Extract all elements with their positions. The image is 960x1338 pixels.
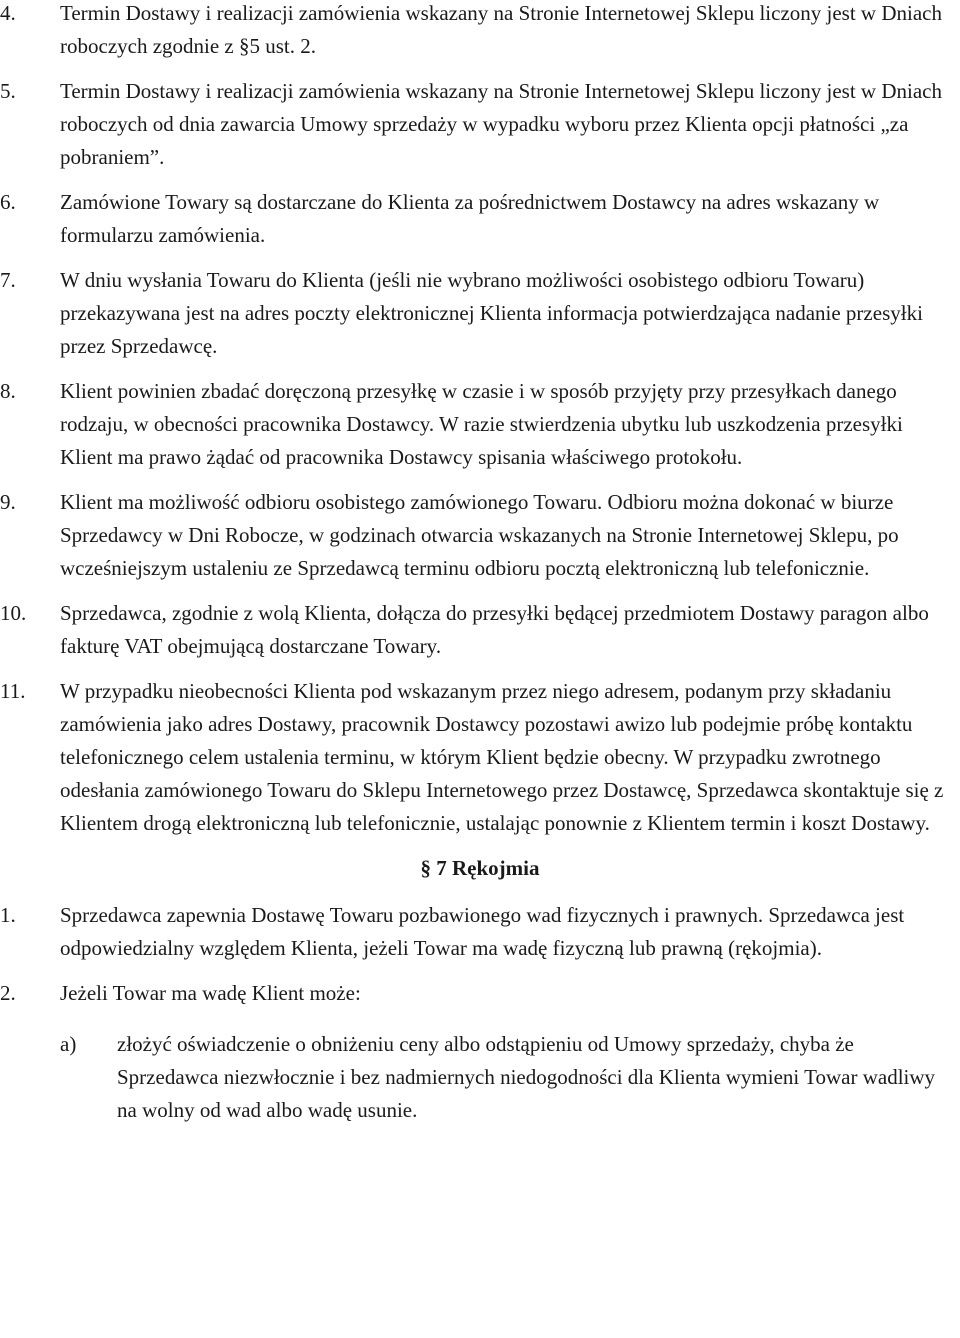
list-item (0, 75, 960, 174)
sub-list-item (0, 1028, 960, 1127)
item-text: Sprzedawca, zgodnie z wolą Klienta, dołącza do przesyłki będącej przedmiotem Dostawy paragon albo fakturę VAT obejmującą dostarczane Towary. (60, 601, 929, 658)
item-number: 6. (0, 190, 16, 214)
item-text: Termin Dostawy i realizacji zamówienia wskazany na Stronie Internetowej Sklepu liczony jest w Dniach roboczych zgodnie z §5 ust. 2. (60, 1, 942, 58)
item-text: Klient ma możliwość odbioru osobistego zamówionego Towaru. Odbioru można dokonać w biurze Sprzedawcy w Dni Robocze, w godzinach otwarcia wskazanych na Stronie Internetowej Sklepu, po wcześniejszym ustaleniu ze Sprzedawcą terminu odbioru pocztą elektroniczną lub telefonicznie. (60, 490, 899, 580)
item-number: 8. (0, 379, 16, 403)
item-text: Zamówione Towary są dostarczane do Klienta za pośrednictwem Dostawcy na adres wskazany w formularzu zamówienia. (60, 190, 880, 247)
sub-item-text: złożyć oświadczenie o obniżeniu ceny albo odstąpieniu od Umowy sprzedaży, chyba że Sprzedawca niezwłocznie i bez nadmiernych niedogodności dla Klienta wymieni Towar wadliwy na wolny od wad albo wadę usunie. (117, 1032, 936, 1122)
item-number: 11. (0, 679, 26, 703)
item-number: 10. (0, 601, 27, 625)
sub-item-letter: a) (60, 1032, 77, 1056)
item-number: 2. (0, 981, 16, 1005)
item-number: 1. (0, 903, 16, 927)
list-item (0, 375, 960, 474)
section-heading: § 7 Rękojmia (420, 856, 540, 880)
item-number: 9. (0, 490, 16, 514)
item-text: W przypadku nieobecności Klienta pod wskazanym przez niego adresem, podanym przy składaniu zamówienia jako adres Dostawy, pracownik Dostawcy pozostawi awizo lub podejmie próbę kontaktu telefonicznego celem ustalenia terminu, w którym Klient będzie obecny. W przypadku zwrotnego odesłania zamówionego Towaru do Sklepu Internetowego przez Dostawcę, Sprzedawca skontaktuje się z Klientem drogą elektroniczną lub telefonicznie, ustalając ponownie z Klientem termin i koszt Dostawy. (60, 679, 944, 835)
list-item (0, 486, 960, 585)
list-item (0, 0, 960, 63)
item-text: Sprzedawca zapewnia Dostawę Towaru pozbawionego wad fizycznych i prawnych. Sprzedawca jest odpowiedzialny względem Klienta, jeżeli Towar ma wadę fizyczną lub prawną (rękojmia). (60, 903, 905, 960)
item-number: 5. (0, 79, 16, 103)
list-item (0, 597, 960, 663)
list-item (0, 675, 960, 840)
item-text: Klient powinien zbadać doręczoną przesyłkę w czasie i w sposób przyjęty przy przesyłkach danego rodzaju, w obecności pracownika Dostawcy. W razie stwierdzenia ubytku lub uszkodzenia przesyłki Klient ma prawo żądać od pracownika Dostawcy spisania właściwego protokołu. (60, 379, 903, 469)
item-text: W dniu wysłania Towaru do Klienta (jeśli nie wybrano możliwości osobistego odbioru Towaru) przekazywana jest na adres poczty elektronicznej Klienta informacja potwierdzająca nadanie przesyłki przez Sprzedawcę. (60, 268, 923, 358)
list-item (0, 977, 960, 1010)
list-item (0, 186, 960, 252)
item-number: 7. (0, 268, 16, 292)
item-number: 4. (0, 1, 16, 25)
list-item (0, 264, 960, 363)
item-text: Termin Dostawy i realizacji zamówienia wskazany na Stronie Internetowej Sklepu liczony jest w Dniach roboczych od dnia zawarcia Umowy sprzedaży w wypadku wyboru przez Klienta opcji płatności „za pobraniem”. (60, 79, 942, 169)
item-text: Jeżeli Towar ma wadę Klient może: (60, 981, 361, 1005)
list-item (0, 899, 960, 965)
